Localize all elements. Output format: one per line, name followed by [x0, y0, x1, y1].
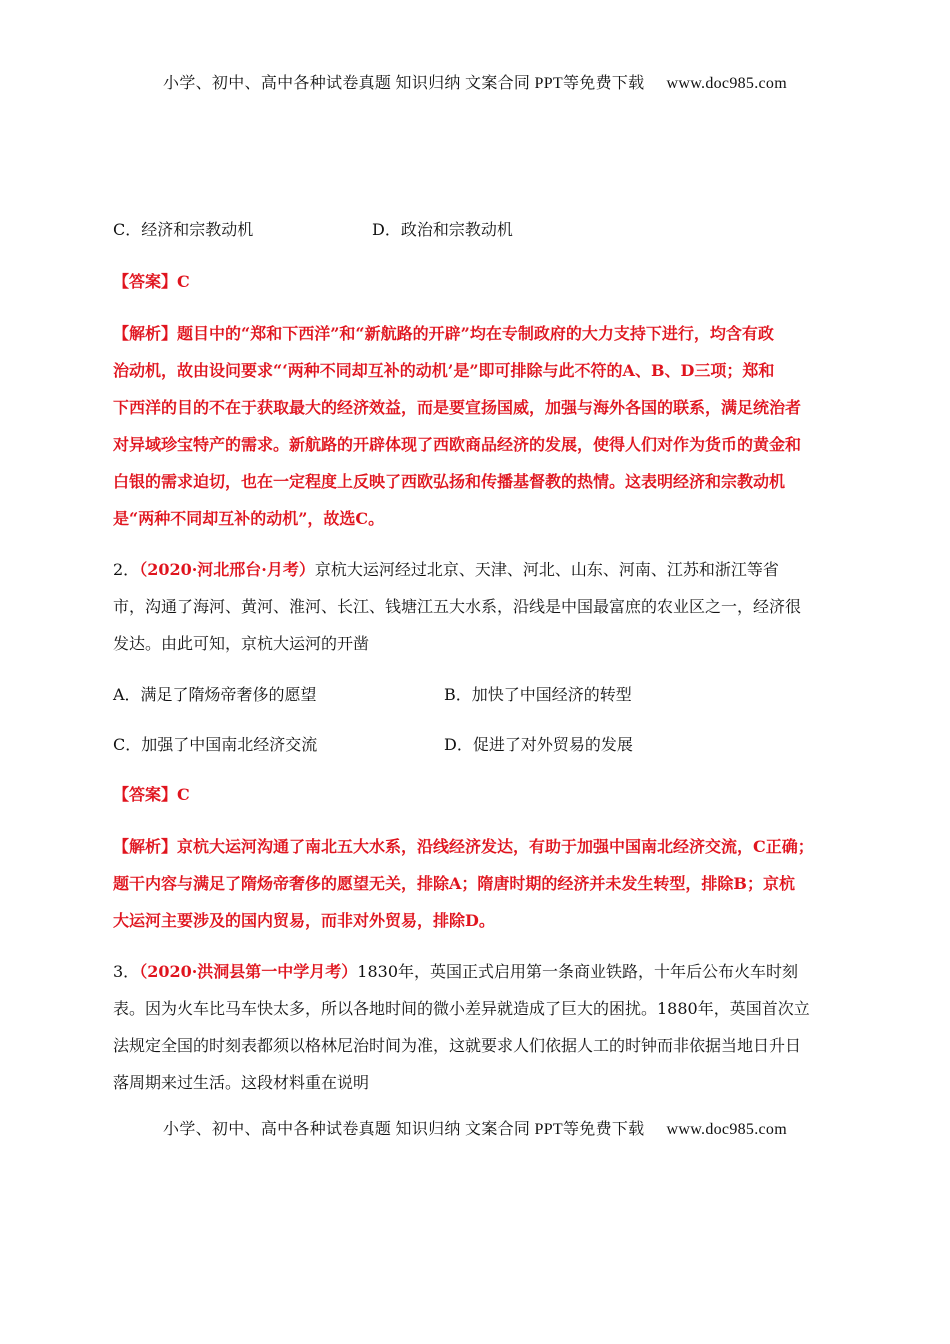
q3-stem-line: 落周期来过生活。这段材料重在说明 — [113, 1073, 370, 1092]
q2-option-c: C．加强了中国南北经济交流 — [113, 735, 318, 754]
footer-text: 小学、初中、高中各种试卷真题 知识归纳 文案合同 PPT等免费下载 — [163, 1121, 645, 1138]
q2-analysis-line: 题干内容与满足了隋炀帝奢侈的愿望无关，排除A；隋唐时期的经济并未发生转型，排除B；京杭 — [113, 874, 795, 893]
q2-number: 2． — [113, 560, 140, 579]
page-header — [0, 70, 950, 93]
q1-option-d: D．政治和宗教动机 — [372, 220, 513, 239]
q3-number: 3． — [113, 962, 140, 981]
q3-stem-line: 表。因为火车比马车快太多，所以各地时间的微小差异就造成了巨大的困扰。1880年，英国首次立 — [113, 999, 810, 1018]
q1-answer: 【答案】C — [113, 272, 190, 291]
q2-analysis-line: 【解析】京杭大运河沟通了南北五大水系，沿线经济发达，有助于加强中国南北经济交流，C正确； — [113, 837, 814, 856]
header-site-link[interactable]: www.doc985.com — [666, 75, 787, 92]
q2-answer: 【答案】C — [113, 785, 190, 804]
q2-stem-line: 发达。由此可知，京杭大运河的开凿 — [113, 634, 370, 653]
q3-stem-first: 1830年，英国正式启用第一条商业铁路，十年后公布火车时刻 — [357, 962, 799, 981]
q2-analysis-line: 大运河主要涉及的国内贸易，而非对外贸易，排除D。 — [113, 911, 495, 930]
q2-option-a: A．满足了隋炀帝奢侈的愿望 — [113, 685, 317, 704]
header-text: 小学、初中、高中各种试卷真题 知识归纳 文案合同 PPT等免费下载 — [163, 75, 645, 92]
q1-analysis-line: 是“两种不同却互补的动机”，故选C。 — [113, 509, 385, 528]
q2-stem-first: 京杭大运河经过北京、天津、河北、山东、河南、江苏和浙江等省 — [314, 560, 779, 579]
q1-analysis-line: 治动机，故由设问要求“‘两种不同却互补的动机’是”即可排除与此不符的A、B、D三项；郑和 — [113, 361, 775, 380]
q3-source: （2020·洪洞县第一中学月考） — [139, 962, 358, 981]
q1-analysis-line: 【解析】题目中的“郑和下西洋”和“新航路的开辟”均在专制政府的大力支持下进行，均含有政 — [113, 324, 774, 343]
q2-source: （2020·河北邢台·月考） — [139, 560, 315, 579]
page-footer — [0, 1116, 950, 1139]
q1-analysis-line: 下西洋的目的不在于获取最大的经济效益，而是要宣扬国威，加强与海外各国的联系，满足统治者 — [113, 398, 802, 417]
q2-option-d: D．促进了对外贸易的发展 — [444, 735, 633, 754]
q2-stem-line-1 — [113, 560, 779, 580]
q2-stem-line: 市，沟通了海河、黄河、淮河、长江、钱塘江五大水系，沿线是中国最富庶的农业区之一，经济很 — [113, 597, 802, 616]
q1-analysis-line: 白银的需求迫切，也在一定程度上反映了西欧弘扬和传播基督教的热情。这表明经济和宗教动机 — [113, 472, 786, 491]
q3-stem-line-1 — [113, 962, 798, 982]
q2-option-b: B．加快了中国经济的转型 — [444, 685, 632, 704]
q1-analysis-line: 对异域珍宝特产的需求。新航路的开辟体现了西欧商品经济的发展，使得人们对作为货币的黄金和 — [113, 435, 802, 454]
q1-option-c: C．经济和宗教动机 — [113, 220, 254, 239]
footer-site-link[interactable]: www.doc985.com — [666, 1121, 787, 1138]
q3-stem-line: 法规定全国的时刻表都须以格林尼治时间为准，这就要求人们依据人工的时钟而非依据当地日升日 — [113, 1036, 802, 1055]
